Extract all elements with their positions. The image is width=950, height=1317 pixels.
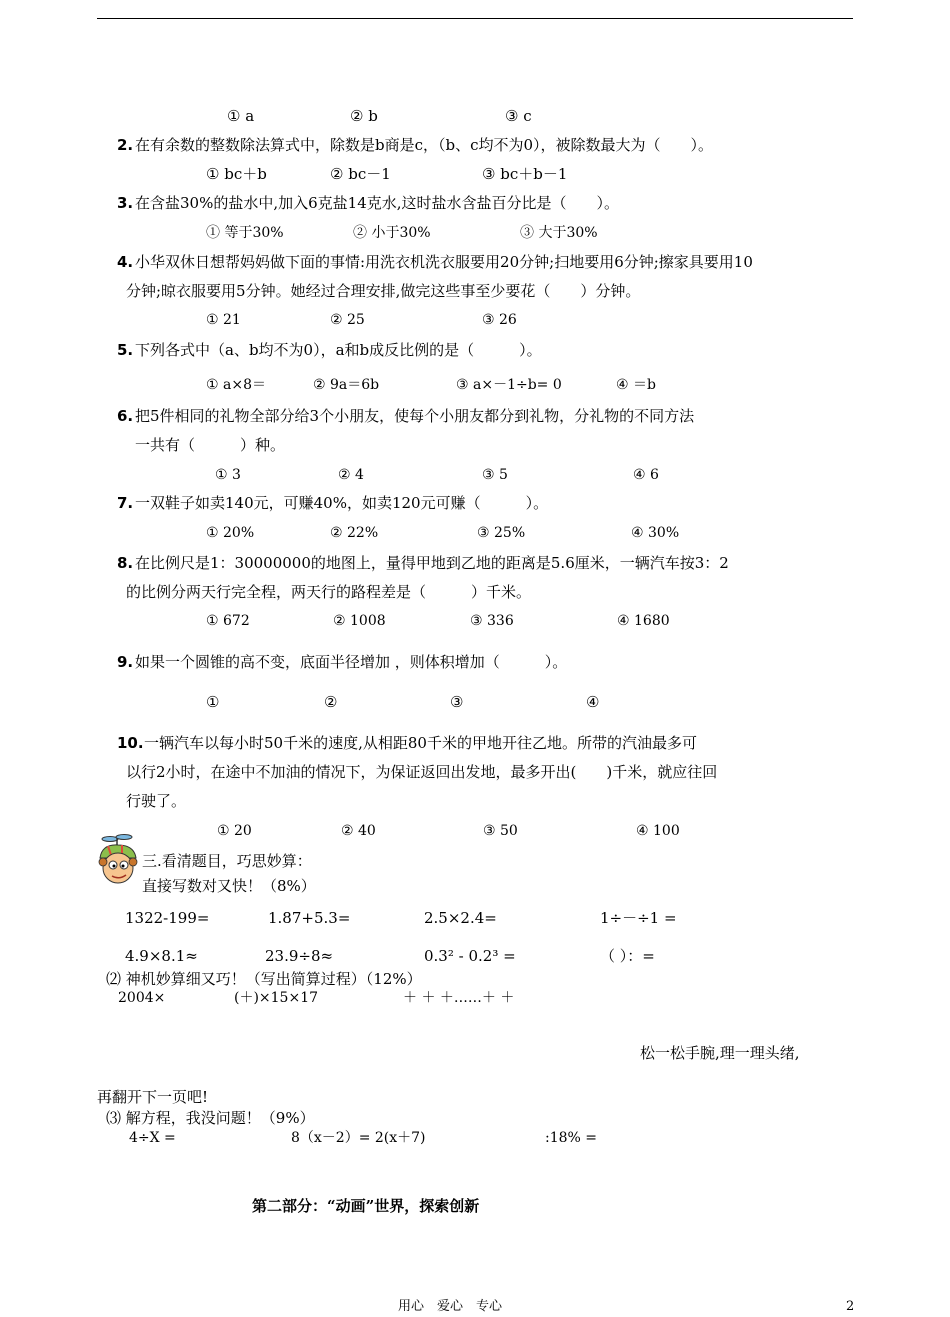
mental-math-4: 1÷－÷1 = — [600, 909, 677, 927]
q1-option-2: ② b — [350, 107, 378, 125]
mental-math-5: 4.9×8.1≈ — [125, 947, 198, 965]
q4-number: 4. — [117, 253, 134, 271]
q4-option-2: ② 25 — [330, 312, 365, 328]
q7-option-2: ② 22% — [330, 525, 379, 541]
q4-option-1: ① 21 — [206, 312, 241, 328]
equation-3: :18% = — [545, 1130, 598, 1146]
q4-line-2: 分钟;晾衣服要用5分钟。她经过合理安排,做完这些事至少要花（ ）分钟。 — [126, 282, 641, 300]
q10-line-1: 一辆汽车以每小时50千米的速度,从相距80千米的甲地开往乙地。所带的汽油最多可 — [144, 734, 697, 752]
q10-line-3: 行驶了。 — [126, 792, 187, 810]
q5-option-3: ③ a×－1÷b= 0 — [456, 377, 562, 393]
q2-text: 在有余数的整数除法算式中，除数是b商是c，（b、c均不为0），被除数最大为（ ）。 — [135, 136, 714, 154]
page-number: 2 — [846, 1299, 855, 1314]
q7-option-4: ④ 30% — [631, 525, 680, 541]
cartoon-kid-icon — [92, 832, 148, 888]
q8-line-1: 在比例尺是1：30000000的地图上，量得甲地到乙地的距离是5.6厘米，一辆汽车按3：2 — [135, 554, 729, 572]
equation-1: 4÷X = — [129, 1130, 176, 1146]
section3-heading: 三.看清题目，巧思妙算： — [142, 852, 312, 870]
q5-number: 5. — [117, 341, 134, 359]
q5-text: 下列各式中（a、b均不为0），a和b成反比例的是（ ）。 — [135, 341, 542, 359]
q7-number: 7. — [117, 494, 134, 512]
q10-line-2: 以行2小时，在途中不加油的情况下，为保证返回出发地，最多开出( )千米，就应往回 — [126, 763, 718, 781]
q10-option-2: ② 40 — [341, 823, 376, 839]
q8-option-2: ② 1008 — [333, 613, 386, 629]
q6-option-3: ③ 5 — [482, 467, 508, 483]
q3-option-3: ③ 大于30% — [520, 225, 598, 241]
q8-option-1: ① 672 — [206, 613, 250, 629]
q5-option-2: ② 9a＝6b — [313, 377, 380, 393]
relax-line-1: 松一松手腕,理一理头绪, — [640, 1044, 800, 1062]
q3-text: 在含盐30%的盐水中,加入6克盐14克水,这时盐水含盐百分比是（ ）。 — [135, 194, 620, 212]
section3-part1-title: 直接写数对又快！（8%） — [142, 877, 316, 895]
mental-math-7: 0.3² - 0.2³ = — [424, 947, 516, 965]
equation-2: 8（x－2）= 2(x＋7) — [291, 1130, 426, 1146]
q2-option-3: ③ bc＋b－1 — [482, 165, 568, 183]
q9-text: 如果一个圆锥的高不变，底面半径增加 ，则体积增加（ ）。 — [135, 653, 568, 671]
simplify-item-3: ＋ ＋ ＋……＋ ＋ — [403, 990, 515, 1006]
q9-option-3: ③ — [450, 693, 464, 711]
q3-option-2: ② 小于30% — [353, 225, 431, 241]
q8-number: 8. — [117, 554, 134, 572]
q4-option-3: ③ 26 — [482, 312, 517, 328]
relax-line-2: 再翻开下一页吧! — [97, 1088, 209, 1106]
part2-heading: 第二部分：“动画”世界，探索创新 — [252, 1197, 480, 1215]
q10-option-1: ① 20 — [217, 823, 252, 839]
mental-math-6: 23.9÷8≈ — [265, 947, 334, 965]
q9-option-4: ④ — [586, 693, 600, 711]
section3-part3-title: ⑶ 解方程，我没问题！（9%） — [106, 1109, 315, 1127]
mental-math-3: 2.5×2.4= — [424, 909, 497, 927]
q6-option-4: ④ 6 — [633, 467, 659, 483]
q6-line-1: 把5件相同的礼物全部分给3个小朋友，使每个小朋友都分到礼物，分礼物的不同方法 — [135, 407, 695, 425]
q2-option-2: ② bc－1 — [330, 165, 391, 183]
q8-line-2: 的比例分两天行完全程，两天行的路程差是（ ）千米。 — [126, 583, 532, 601]
q3-number: 3. — [117, 194, 134, 212]
mental-math-8: （ ）：= — [600, 947, 655, 965]
simplify-item-1: 2004× — [118, 990, 166, 1006]
q3-option-1: ① 等于30% — [206, 225, 284, 241]
q2-number: 2. — [117, 136, 134, 154]
q4-line-1: 小华双休日想帮妈妈做下面的事情:用洗衣机洗衣服要用20分钟;扫地要用6分钟;擦家具要用10 — [135, 253, 753, 271]
mental-math-1: 1322-199= — [125, 909, 210, 927]
q10-option-4: ④ 100 — [636, 823, 680, 839]
q6-line-2: 一共有（ ）种。 — [135, 436, 286, 454]
q1-option-1: ① a — [227, 107, 255, 125]
q6-number: 6. — [117, 407, 134, 425]
q7-option-3: ③ 25% — [477, 525, 526, 541]
q7-option-1: ① 20% — [206, 525, 255, 541]
q1-option-3: ③ c — [505, 107, 532, 125]
q2-option-1: ① bc＋b — [206, 165, 267, 183]
q5-option-4: ④ ＝b — [616, 377, 656, 393]
section3-part2-title: ⑵ 神机妙算细又巧！（写出简算过程）（12%） — [106, 970, 422, 988]
q9-option-1: ① — [206, 693, 220, 711]
q6-option-1: ① 3 — [215, 467, 241, 483]
q8-option-4: ④ 1680 — [617, 613, 670, 629]
q6-option-2: ② 4 — [338, 467, 364, 483]
footer-motto: 用心 爱心 专心 — [398, 1299, 503, 1314]
q10-option-3: ③ 50 — [483, 823, 518, 839]
q5-option-1: ① a×8＝ — [206, 377, 266, 393]
q7-text: 一双鞋子如卖140元，可赚40%，如卖120元可赚（ ）。 — [135, 494, 549, 512]
mental-math-2: 1.87+5.3= — [268, 909, 351, 927]
q9-option-2: ② — [324, 693, 338, 711]
header-rule — [97, 18, 853, 19]
q9-number: 9. — [117, 653, 134, 671]
q8-option-3: ③ 336 — [470, 613, 514, 629]
q10-number: 10. — [117, 734, 144, 752]
simplify-item-2: (＋)×15×17 — [234, 990, 319, 1006]
